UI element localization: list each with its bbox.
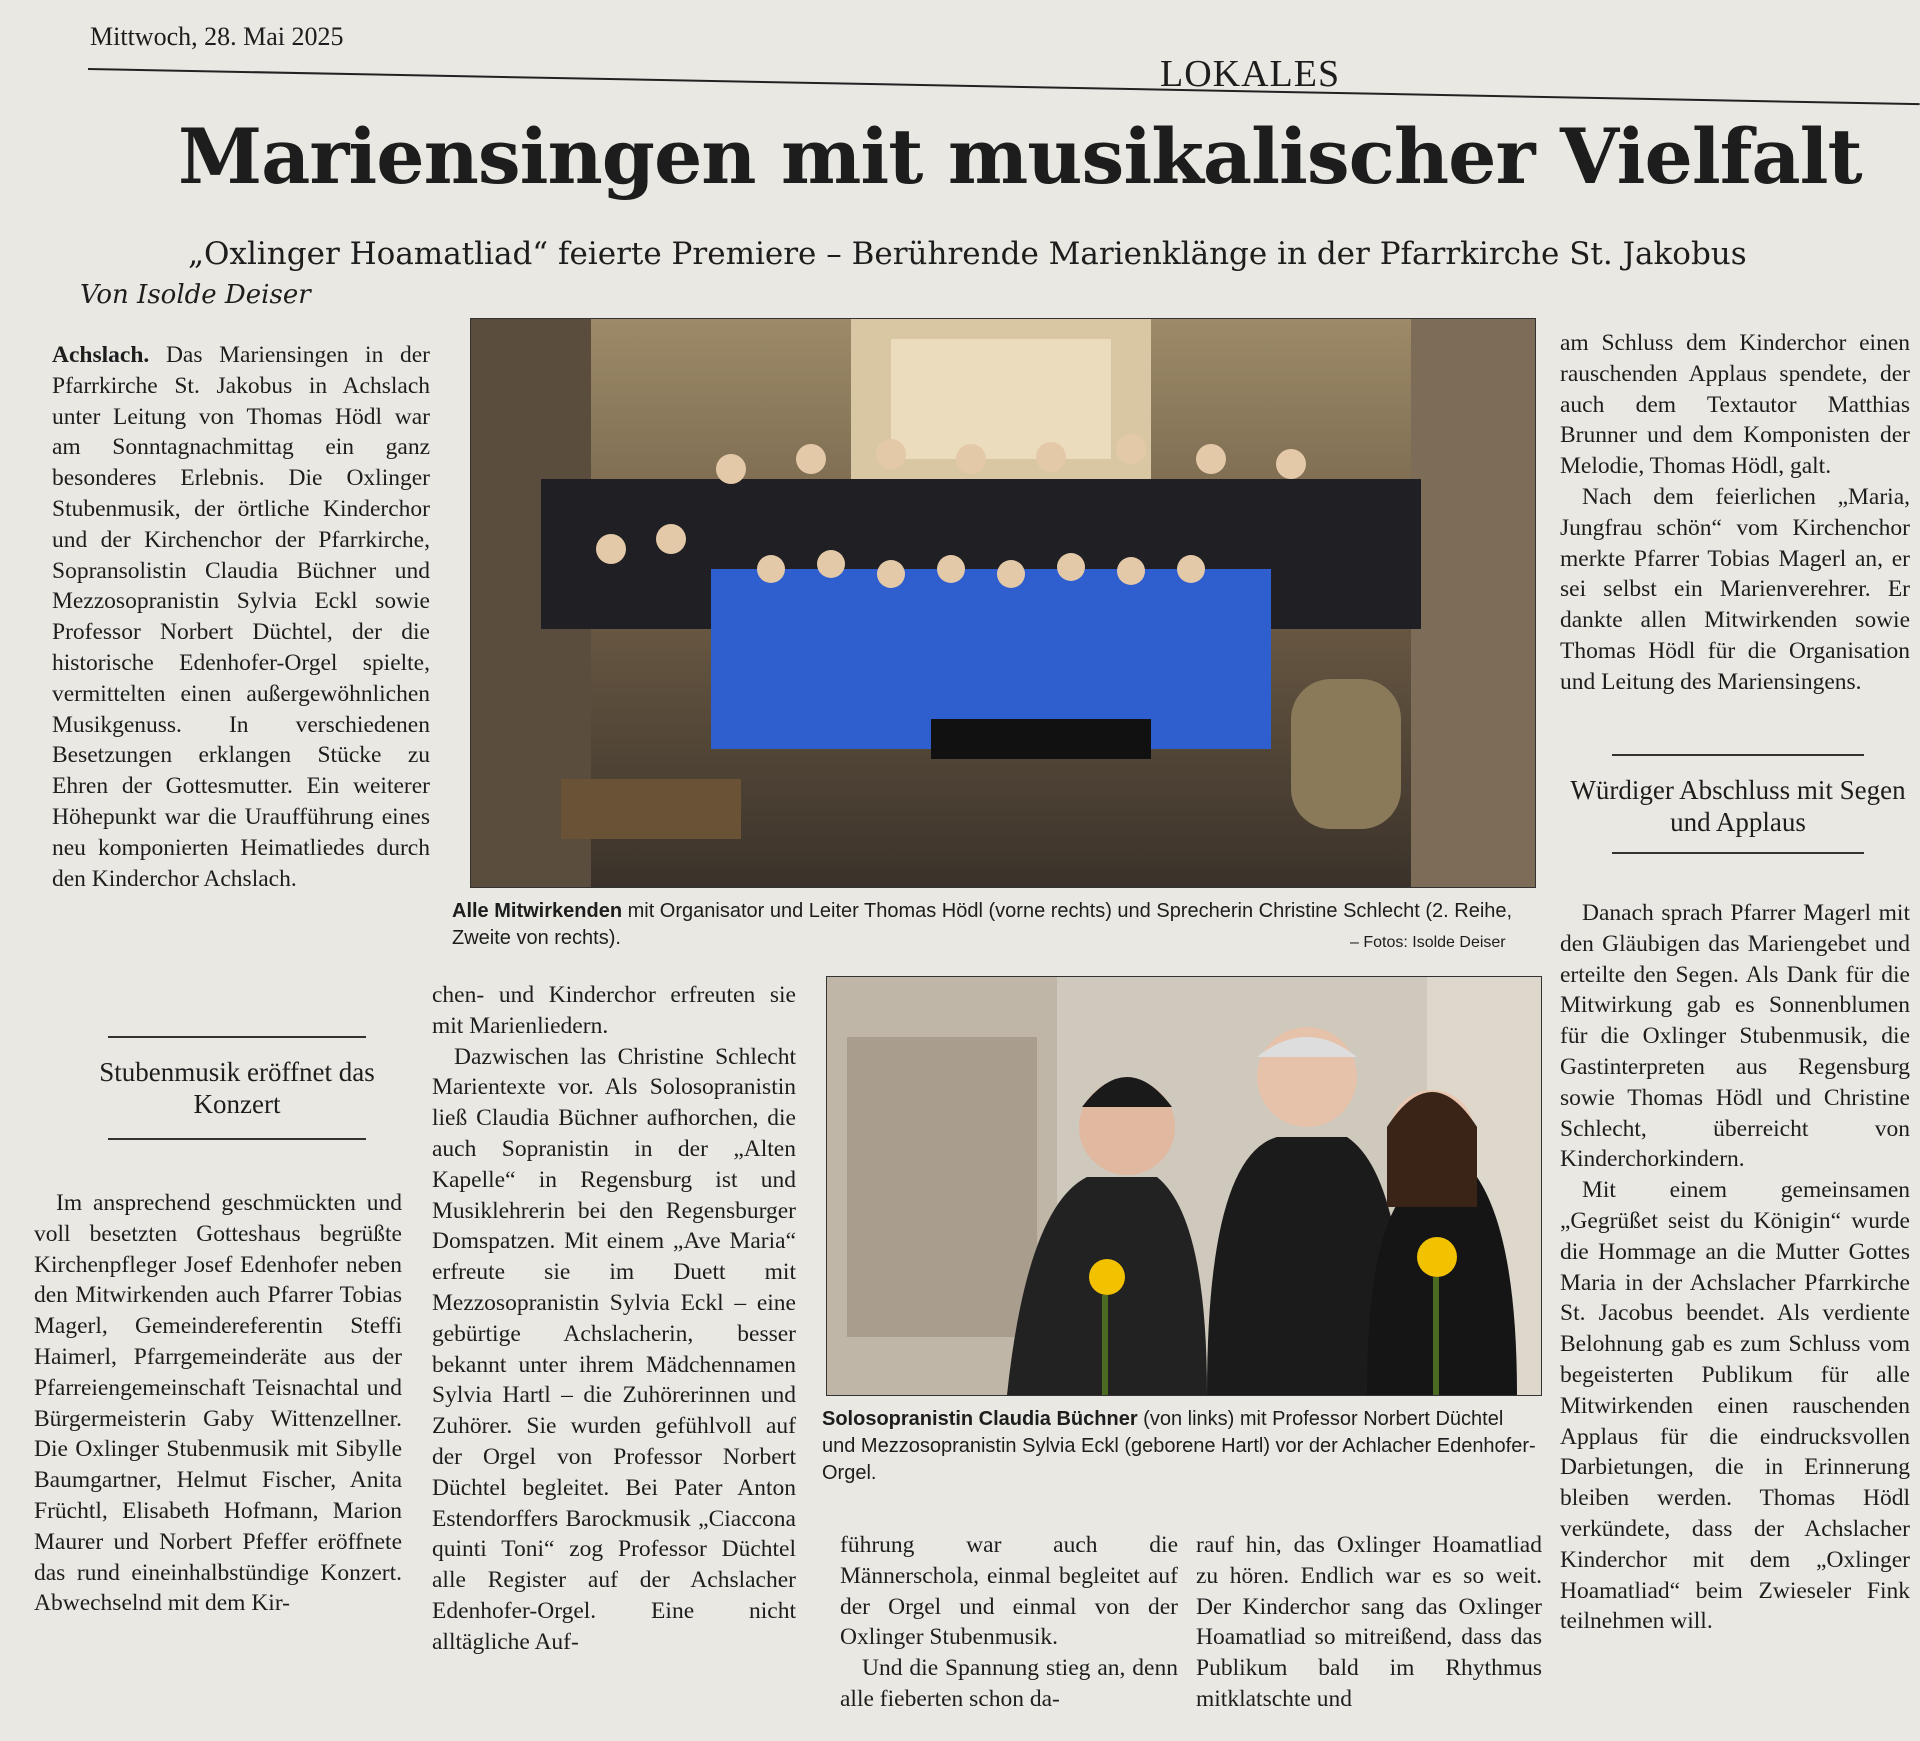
paragraph: Dazwischen las Christine Schlecht Marientexte vor. Als Solosopranistin ließ Claudia Büchner aufhorchen, die auch Sopranistin in der „Alten Kapelle“ in Regensburg ist und Musiklehrerin bei den Regensburger Domspatzen. Mit einem „Ave Maria“ erfreute sie im Duett mit Mezzosopranistin Sylvia Eckl – eine gebürtige Achslacherin, besser bekannt unter ihrem Mädchennamen Sylvia Hartl – die Zuhörerinnen und Zuhörer. Sie wurden gefühlvoll auf der Orgel von Professor Norbert Düchtel begleitet. Bei Pater Anton Estendorffers Barockmusik „Ciaccona quinti Toni“ zog Professor Düchtel alle Register auf der Achslacher Edenhofer-Orgel. Eine nicht alltägliche Auf- <box>432 1043 796 1655</box>
photo-caption-2 <box>822 1406 1542 1487</box>
group-photo-image <box>471 319 1535 887</box>
section-subtitle: Stubenmusik eröffnet das Konzert <box>99 1057 375 1119</box>
soloists-photo <box>826 976 1542 1396</box>
subtitle-rule-bottom <box>108 1138 366 1140</box>
column-3 <box>840 1530 1178 1715</box>
header-rule <box>88 68 1920 105</box>
article-headline: Mariensingen mit musikalischer Vielfalt <box>178 112 1862 201</box>
article-subhead: „Oxlinger Hoamatliad“ feierte Premiere – Berührende Marienklänge in der Pfarrkirche St. Jakobus <box>188 236 1747 272</box>
section-subtitle: Würdiger Abschluss mit Segen und Applaus <box>1570 775 1906 837</box>
paragraph: rauf hin, das Oxlinger Hoamatliad zu hören. Endlich war es so weit. Der Kinderchor sang das Oxlinger Hoamatliad so mitreißend, dass das Publikum bald im Rhythmus mitklatschte und <box>1196 1532 1542 1712</box>
column-1-bottom <box>34 1188 402 1619</box>
subtitle-rule-top <box>108 1036 366 1038</box>
group-photo <box>470 318 1536 888</box>
paragraph: Und die Spannung stieg an, denn alle fieberten schon da- <box>840 1655 1178 1712</box>
paragraph: Nach dem feierlichen „Maria, Jungfrau schön“ vom Kirchenchor merkte Pfarrer Tobias Magerl an, er sei selbst ein Marienverehrer. Er dankte allen Mitwirkenden sowie Thomas Hödl für die Organisation und Leitung des Mariensingens. <box>1560 483 1910 695</box>
issue-date: Mittwoch, 28. Mai 2025 <box>90 22 344 51</box>
photo-credit: – Fotos: Isolde Deiser <box>1350 934 1506 951</box>
paragraph: am Schluss dem Kinderchor einen rauschenden Applaus spendete, der auch dem Textautor Matthias Brunner und dem Komponisten der Melodie, Thomas Hödl, galt. <box>1560 330 1910 480</box>
column-1-top <box>52 340 430 894</box>
column-5-top <box>1560 328 1910 698</box>
caption-text: (von links) mit Professor Norbert Düchtel und Mezzosopranistin Sylvia Eckl (geborene Hartl) vor der Achlacher Edenhofer-Orgel. <box>822 1408 1536 1484</box>
caption-lead: Solosopranistin Claudia Büchner <box>822 1408 1138 1430</box>
article-byline: Von Isolde Deiser <box>80 280 311 310</box>
subtitle-rule-bottom <box>1612 852 1864 854</box>
subtitle-rule-top <box>1612 754 1864 756</box>
paragraph: Danach sprach Pfarrer Magerl mit den Gläubigen das Mariengebet und erteilte den Segen. Als Dank für die Mitwirkung gab es Sonnenblumen für die Oxlinger Stubenmusik, die Gastinterpreten aus Regensburg sowie Thomas Hödl und Christine Schlecht, überreicht von Kinderchorkindern. <box>1560 900 1910 1173</box>
paragraph <box>52 340 430 894</box>
soloists-photo-image <box>827 977 1541 1395</box>
column-4 <box>1196 1530 1542 1715</box>
paragraph: Im ansprechend geschmückten und voll besetzten Gotteshaus begrüßte Kirchenpfleger Josef Edenhofer neben den Mitwirkenden auch Pfarrer Tobias Magerl, Gemeindereferentin Steffi Haimerl, Pfarrgemeinderäte aus der Pfarreiengemeinschaft Teisnachtal und Bürgermeisterin Gaby Wittenzellner. Die Oxlinger Stubenmusik mit Sibylle Baumgartner, Helmut Fischer, Anita Früchtl, Elisabeth Hofmann, Marion Maurer und Norbert Pfeffer eröffnete das rund eineinhalbstündige Konzert. Abwechselnd mit dem Kir- <box>34 1190 402 1617</box>
caption-lead: Alle Mitwirkenden <box>452 900 623 922</box>
paragraph: führung war auch die Männerschola, einmal begleitet auf der Orgel und einmal von der Oxlinger Stubenmusik. <box>840 1532 1178 1651</box>
dateline: Achslach. <box>52 342 150 368</box>
column-2 <box>432 980 796 1658</box>
caption-text: mit Organisator und Leiter Thomas Hödl (vorne rechts) und Sprecherin Christine Schlecht (2. Reihe, Zweite von rechts). <box>452 900 1513 949</box>
paragraph-text: Das Mariensingen in der Pfarrkirche St. Jakobus in Achslach unter Leitung von Thomas Hödl war am Sonntagnachmittag ein ganz besonderes Erlebnis. Die Oxlinger Stubenmusik, der örtliche Kinderchor und der Kirchenchor der Pfarrkirche, Sopransolistin Claudia Büchner und Mezzosopranistin Sylvia Eckl sowie Professor Norbert Düchtel, der die historische Edenhofer-Orgel spielte, vermittelten einen außergewöhnlichen Musikgenuss. In verschiedenen Besetzungen erklangen Stücke zu Ehren der Gottesmutter. Ein weiterer Höhepunkt war die Uraufführung eines neu komponierten Heimatliedes durch den Kinderchor Achslach. <box>52 342 430 892</box>
section-title: LOKALES <box>1160 53 1341 95</box>
paragraph: chen- und Kinderchor erfreuten sie mit Marienliedern. <box>432 982 796 1039</box>
column-5-bottom <box>1560 898 1910 1637</box>
paragraph: Mit einem gemeinsamen „Gegrüßet seist du Königin“ wurde die Hommage an die Mutter Gottes Maria in der Achslacher Pfarrkirche St. Jacobus beendet. Als verdiente Belohnung gab es zum Schluss vom begeisterten Publikum für alle Mitwirkenden einen rauschenden Applaus für die eindrucksvollen Darbietungen, die in Erinnerung bleiben werden. Thomas Hödl verkündete, dass der Achslacher Kinderchor mit dem „Oxlinger Hoamatliad“ beim Zwieseler Fink teilnehmen will. <box>1560 1177 1910 1635</box>
